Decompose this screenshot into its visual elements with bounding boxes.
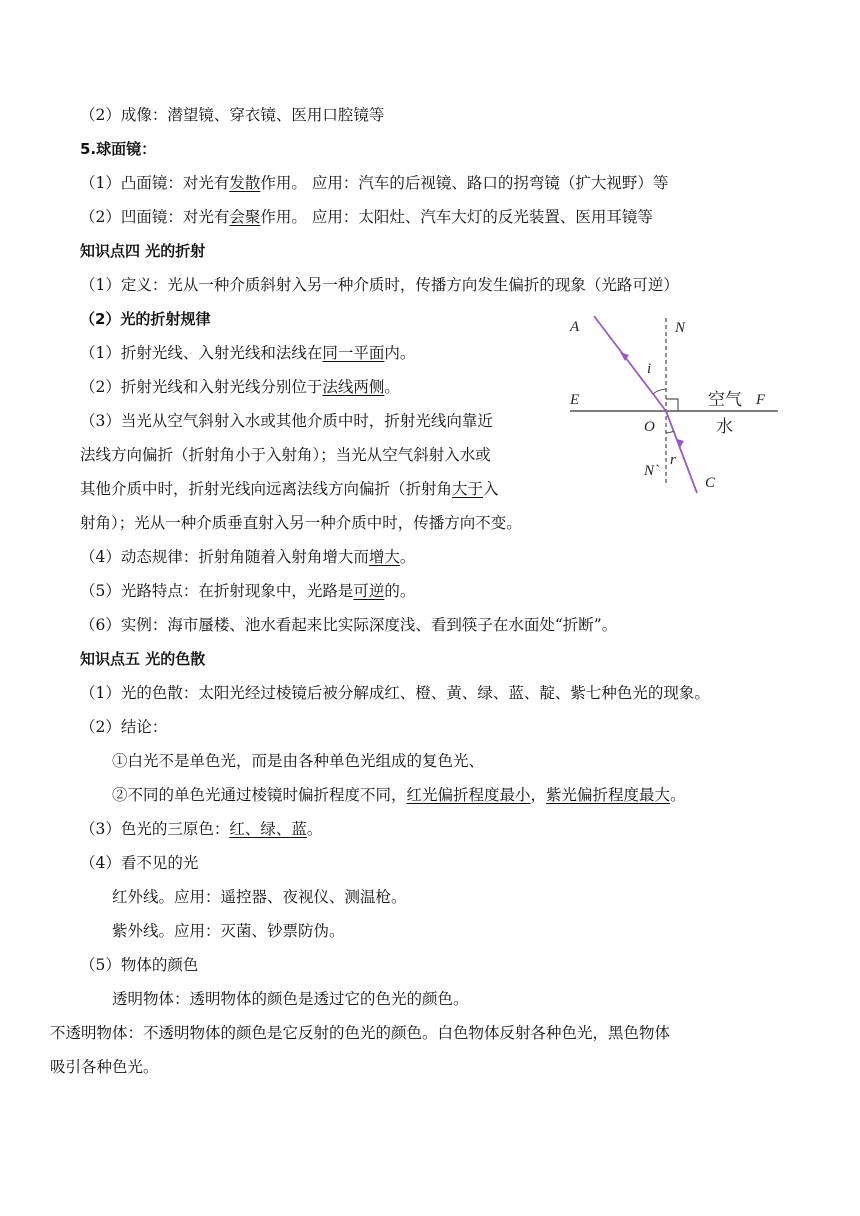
text-line: （3）色光的三原色：红、绿、蓝。 — [80, 820, 323, 838]
label-i: i — [647, 361, 652, 377]
answer-underline: 增大 — [368, 548, 400, 566]
label-e: E — [570, 392, 580, 408]
text-line: （5）物体的颜色 — [80, 956, 199, 974]
answer-underline: 会聚 — [229, 208, 261, 226]
text-line: 吸引各种色光。 — [50, 1058, 159, 1076]
incidence-angle-arc — [653, 389, 666, 394]
answer-underline: 红光偏折程度最小 — [406, 786, 531, 804]
answer-underline: 紫光偏折程度最大 — [546, 786, 671, 804]
text-line: （6）实例：海市蜃楼、池水看起来比实际深度浅、看到筷子在水面处“折断”。 — [80, 616, 618, 634]
section-heading: 5.球面镜： — [80, 140, 157, 158]
answer-underline: 红、绿、蓝 — [229, 820, 307, 838]
text-line: ①白光不是单色光，而是由各种单色光组成的复色光、 — [112, 752, 485, 770]
text-line: 其他介质中时，折射光线向远离法线方向偏折（折射角大于入 — [80, 480, 499, 498]
refraction-diagram — [556, 308, 786, 498]
label-f: F — [756, 392, 766, 408]
label-air: 空气 — [708, 390, 742, 410]
answer-underline: 大于 — [452, 480, 484, 498]
section-heading: 知识点四 光的折射 — [80, 242, 206, 260]
text-line: 透明物体：透明物体的颜色是透过它的色光的颜色。 — [112, 990, 469, 1008]
text-line: ②不同的单色光通过棱镜时偏折程度不同，红光偏折程度最小，紫光偏折程度最大。 — [112, 786, 686, 804]
text-line: （4）看不见的光 — [80, 854, 199, 872]
answer-underline: 法线两侧 — [322, 378, 385, 396]
text-line: 法线方向偏折（折射角小于入射角）；当光从空气斜射入水或 — [80, 446, 491, 464]
text-line: 红外线。应用：遥控器、夜视仪、测温枪。 — [112, 888, 407, 906]
answer-underline: 同一平面 — [322, 344, 385, 362]
section-heading: 知识点五 光的色散 — [80, 650, 206, 668]
text-line: （4）动态规律：折射角随着入射角增大而增大。 — [80, 548, 416, 566]
text-line: （1）定义：光从一种介质斜射入另一种介质时，传播方向发生偏折的现象（光路可逆） — [80, 276, 679, 294]
label-water: 水 — [716, 417, 733, 437]
text-line: （1）光的色散：太阳光经过棱镜后被分解成红、橙、黄、绿、蓝、靛、紫七种色光的现象。 — [80, 684, 710, 702]
label-n-prime: N` — [644, 463, 659, 479]
subsection-heading: （2）光的折射规律 — [80, 310, 211, 328]
text-line: 射角）；光从一种介质垂直射入另一种介质中时，传播方向不变。 — [80, 514, 522, 532]
label-n: N — [675, 320, 686, 336]
text-line: （2）凹面镜：对光有会聚作用。 应用：太阳灶、汽车大灯的反光装置、医用耳镜等 — [80, 208, 653, 226]
label-r: r — [670, 452, 676, 468]
text-line: （2）折射光线和入射光线分别位于法线两侧。 — [80, 378, 400, 396]
label-c: C — [705, 475, 716, 491]
text-line: （5）光路特点：在折射现象中，光路是可逆的。 — [80, 582, 416, 600]
text-line: （1）折射光线、入射光线和法线在同一平面内。 — [80, 344, 416, 362]
answer-underline: 发散 — [229, 174, 261, 192]
incident-ray — [594, 316, 666, 411]
text-line: （2）结论： — [80, 718, 168, 736]
text-line: 不透明物体：不透明物体的颜色是它反射的色光的颜色。白色物体反射各种色光，黑色物体 — [50, 1024, 671, 1042]
text-line: （1）凸面镜：对光有发散作用。 应用：汽车的后视镜、路口的拐弯镜（扩大视野）等 — [80, 174, 669, 192]
text-line: （2）成像：潜望镜、穿衣镜、医用口腔镜等 — [80, 106, 385, 124]
text-line: 紫外线。应用：灭菌、钞票防伪。 — [112, 922, 345, 940]
label-a: A — [570, 319, 580, 335]
text-line: （3）当光从空气斜射入水或其他介质中时，折射光线向靠近 — [80, 412, 493, 430]
refraction-angle-arc — [666, 431, 674, 433]
right-angle-mark — [666, 399, 678, 411]
answer-underline: 可逆 — [353, 582, 385, 600]
label-o: O — [644, 419, 655, 435]
